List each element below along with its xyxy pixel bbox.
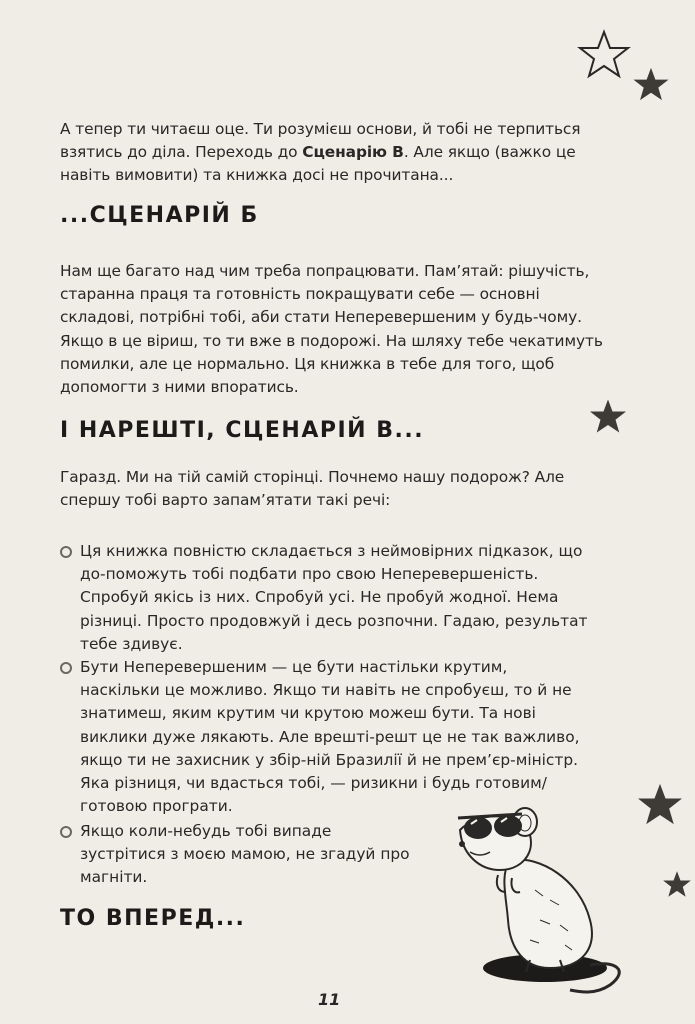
bullet-circle-icon (60, 662, 72, 674)
star-outline-icon (578, 30, 630, 78)
intro-paragraph (60, 118, 605, 188)
bullet-circle-icon (60, 826, 72, 838)
list-item-text: Якщо коли-небудь тобі випаде зустрітися з моєю мамою, не згадуй про магніти. (80, 822, 410, 887)
list-item (60, 540, 590, 656)
rat-with-sunglasses-illustration (440, 800, 640, 1000)
star-filled-icon (632, 66, 670, 102)
intro-bold-text: Сценарію В (302, 143, 404, 162)
heading-forward: ТО ВПЕРЕД... (60, 906, 246, 931)
list-item (60, 820, 420, 890)
page-number: 11 (318, 990, 341, 1009)
heading-scenario-v: І НАРЕШТІ, СЦЕНАРІЙ В... (60, 418, 425, 443)
scenario-v-paragraph: Гаразд. Ми на тій самій сторінці. Почнемо нашу подорож? Але спершу тобі варто запам’ятати такі речі: (60, 468, 565, 510)
list-item (60, 656, 590, 818)
intro-text-after: . Але якщо (важко це навіть вимовити) та книжка досі не прочитана... (60, 143, 576, 185)
heading-scenario-b: ...СЦЕНАРІЙ Б (60, 203, 259, 228)
intro-text-before: А тепер ти читаєш оце. Ти розумієш основи, й тобі не терпиться взятись до діла. Переходь до (60, 120, 581, 162)
list-item-text: Бути Неперевершеним — це бути настільки крутим, наскільки це можливо. Якщо ти навіть не спробуєш, то й не знатимеш, яким крутим чи крутою можеш бути. Та нові виклики дуже лякають. Але врешті-решт це не так важливо, якщо ти не захисник у збір-ній Бразилії й не прем’єр-міністр. Яка різниця, чи вдасться тобі, — ризикни і будь готовим/готовою програти. (80, 658, 580, 816)
scenario-b-paragraph: Нам ще багато над чим треба попрацювати. Пам’ятай: рішучість, старанна праця та готовність покращувати себе — основні складові, потрібні тобі, аби стати Неперевершеним у будь-чому. Якщо в це віриш, то ти вже в подорожі. На шляху тебе чекатимуть помилки, але це нормально. Ця книжка в тебе для того, щоб допомогти з ними впоратись. (60, 262, 603, 397)
star-filled-icon (636, 782, 684, 826)
list-item-text: Ця книжка повністю складається з неймовірних підказок, що до-поможуть тобі подбати про свою Неперевершеність. Спробуй якісь із них. Спробуй усі. Не пробуй жодної. Нема різниці. Просто продовжуй і десь розпочни. Гадаю, результат тебе здивує. (80, 542, 588, 653)
star-filled-icon (662, 870, 692, 898)
star-filled-icon (588, 398, 628, 434)
bullet-circle-icon (60, 546, 72, 558)
